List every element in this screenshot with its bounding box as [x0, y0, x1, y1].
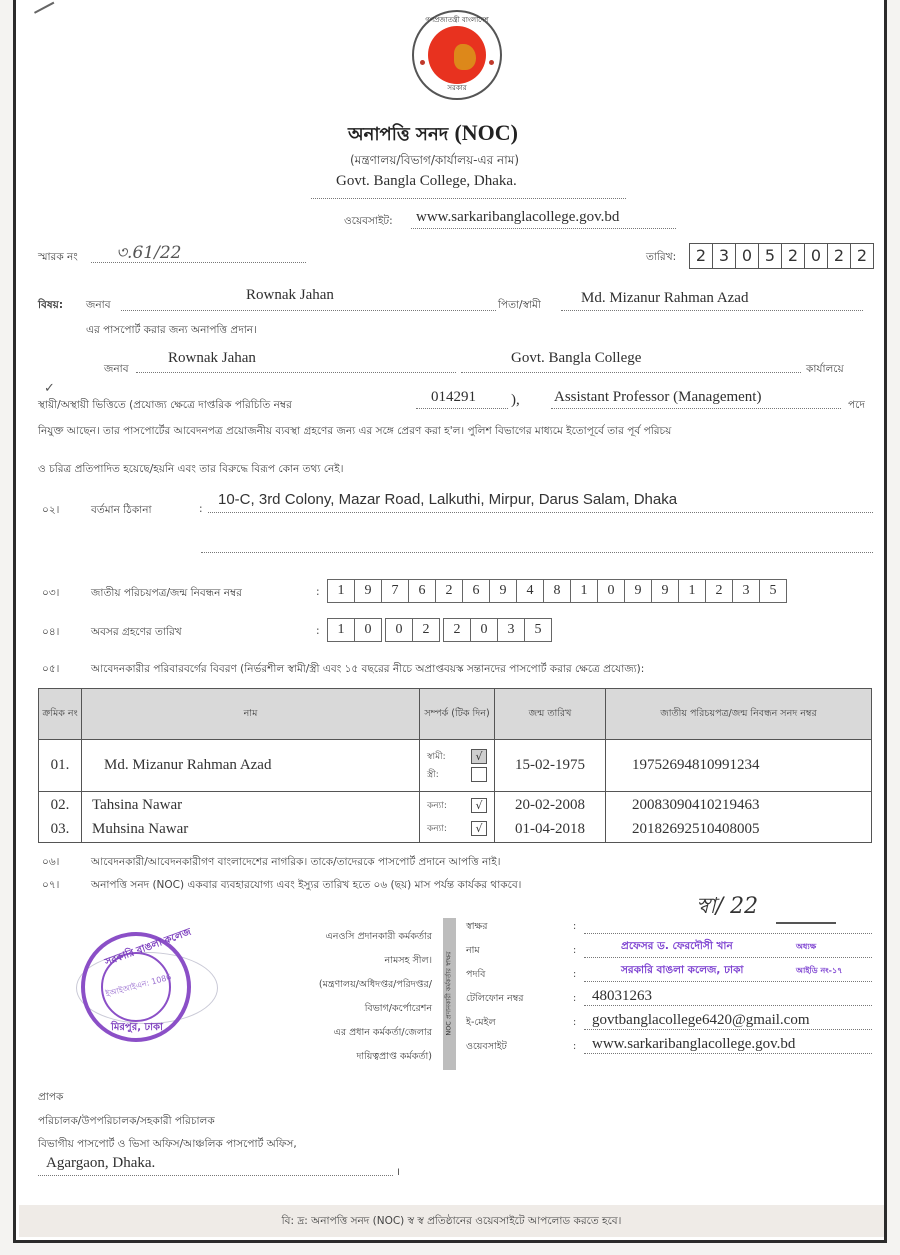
- subject-name: Rownak Jahan: [246, 287, 334, 303]
- email-underline: [584, 1029, 872, 1030]
- nid-digit: 7: [381, 579, 409, 603]
- nid-digit: 5: [759, 579, 787, 603]
- official-id-close: ),: [511, 392, 520, 408]
- nid-digit: 6: [462, 579, 490, 603]
- date-label: তারিখ:: [646, 251, 677, 263]
- row-name: Md. Mizanur Rahman Azad: [82, 740, 420, 792]
- officer-line: এনওসি প্রদানকারী কর্মকর্তার: [325, 931, 432, 942]
- college-seal-icon: [81, 926, 193, 1042]
- designation-underline: [551, 408, 841, 409]
- retirement-digit: 3: [497, 618, 525, 642]
- officer-description: [256, 925, 432, 1069]
- body-name-underline: [136, 372, 456, 373]
- relation-checkbox[interactable]: √: [471, 821, 487, 836]
- retirement-digit: 0: [385, 618, 413, 642]
- designation: Assistant Professor (Management): [554, 389, 762, 405]
- signature: স্বা/ 22: [696, 894, 759, 919]
- item-number: ০২।: [42, 504, 60, 516]
- retirement-colon: :: [316, 625, 320, 637]
- nid-digit-boxes: [328, 579, 787, 603]
- body-office-suffix: কার্যালয়ে: [806, 363, 844, 375]
- emblem-red-disc: [428, 26, 486, 84]
- nid-digit: 9: [489, 579, 517, 603]
- officer-line: (মন্ত্রণালয়/অধিদপ্তর/পরিদপ্তর/: [318, 979, 432, 990]
- website-underline: [411, 228, 676, 229]
- retirement-digit-boxes: [328, 618, 552, 642]
- item-number: ০৪।: [42, 626, 60, 638]
- footer-note: বি: দ্র: অনাপত্তি সনদ (NOC) স্ব স্ব প্রতিষ্ঠানের ওয়েবসাইটে আপলোড করতে হবে।: [281, 1215, 622, 1227]
- relation-checkbox[interactable]: √: [471, 798, 487, 813]
- field-label-name: নাম: [466, 945, 480, 956]
- seal-top-text: সরকারি বাঙলা কলেজ: [103, 926, 193, 969]
- noc-vertical-strip: [443, 918, 456, 1070]
- row-relation: [420, 740, 495, 792]
- recipient-end-mark: ।: [396, 1166, 400, 1178]
- officer-line: এর প্রধান কর্মকর্তা/জেলার: [333, 1027, 432, 1038]
- row-serial: 01.: [39, 740, 82, 792]
- col-relation: সম্পর্ক (টিক দিন): [420, 689, 495, 740]
- subject-name-prefix: জনাব: [86, 299, 111, 311]
- stamp-designation: অধ্যক্ষ: [796, 942, 817, 951]
- table-header-row: [39, 689, 872, 740]
- retirement-digit: 0: [354, 618, 382, 642]
- date-digit: 2: [828, 244, 851, 268]
- recipient-line2: বিভাগীয় পাসপোর্ট ও ভিসা অফিস/আঞ্চলিক পাসপোর্ট অফিস,: [38, 1138, 297, 1150]
- strip-text: NOC প্রদানকারী কর্মকর্তার স্বাক্ষর: [444, 951, 453, 1036]
- date-boxes: [689, 243, 874, 269]
- subject-name-underline: [121, 310, 496, 311]
- recipient-underline: [38, 1175, 393, 1176]
- retirement-digit: 0: [470, 618, 498, 642]
- nid-label: জাতীয় পরিচয়পত্র/জন্ম নিবন্ধন নম্বর: [91, 587, 242, 599]
- field-label-email: ই-মেইল: [466, 1017, 496, 1028]
- page-title: [348, 120, 518, 151]
- date-digit: 2: [690, 244, 713, 268]
- retirement-digit: 2: [412, 618, 440, 642]
- row-serial: [39, 792, 82, 843]
- header-website: www.sarkaribanglacollege.gov.bd: [416, 209, 620, 225]
- subject-label: বিষয়:: [38, 299, 64, 311]
- signature-underline: [584, 933, 872, 934]
- nid-digit: 2: [435, 579, 463, 603]
- nid-digit: 1: [327, 579, 355, 603]
- date-digit: 2: [856, 246, 868, 265]
- relation-checkbox[interactable]: [471, 767, 487, 782]
- name-value: Muhsina Nawar: [92, 821, 189, 837]
- field-label-designation: পদবি: [466, 969, 486, 980]
- relation-option: [421, 766, 493, 784]
- family-table: [38, 688, 872, 843]
- office-name-underline: [311, 198, 626, 199]
- designation-underline: [584, 981, 872, 982]
- item-number: ০৩।: [42, 587, 60, 599]
- nid-digit: 9: [651, 579, 679, 603]
- page-subtitle: (মন্ত্রণালয়/বিভাগ/কার্যালয়-এর নাম): [350, 153, 520, 167]
- recipient-label: প্রাপক: [38, 1091, 64, 1103]
- subject-purpose: এর পাসপোর্ট করার জন্য অনাপত্তি প্রদান।: [86, 324, 257, 336]
- table-row: [39, 792, 872, 843]
- dob-value: 20-02-2008: [515, 797, 585, 813]
- address-underline: [208, 512, 873, 513]
- memo-label: স্মারক নং: [38, 251, 78, 263]
- row-dob: 15-02-1975: [495, 740, 606, 792]
- official-id-underline: [416, 408, 508, 409]
- relation-option: [421, 748, 493, 766]
- relation-option: [421, 817, 493, 840]
- relation-label: কন্যা:: [427, 801, 447, 811]
- office-name: Govt. Bangla College, Dhaka.: [336, 173, 517, 189]
- retirement-digit: 5: [524, 618, 552, 642]
- officer-line: দায়িত্বপ্রাপ্ত কর্মকর্তা): [356, 1051, 432, 1062]
- field-label-telephone: টেলিফোন নম্বর: [466, 993, 524, 1004]
- title-noc: (NOC): [454, 120, 518, 145]
- body-line4: ও চরিত্র প্রতিপাদিত হয়েছে/হয়নি এবং তার বিরুদ্ধে বিরূপ কোন তথ্য নেই।: [38, 463, 344, 475]
- row-nid: [606, 792, 872, 843]
- website-label: ওয়েবসাইট:: [344, 215, 393, 227]
- name-value: Tahsina Nawar: [92, 797, 183, 813]
- designation-suffix: পদে: [848, 399, 865, 411]
- body-name-prefix: জনাব: [104, 363, 129, 375]
- emblem-map-shape: [454, 44, 476, 70]
- nid-digit: 1: [570, 579, 598, 603]
- field-label-website: ওয়েবসাইট: [466, 1041, 507, 1052]
- nid-digit: 3: [732, 579, 760, 603]
- memo-number: ৩.61/22: [116, 243, 182, 263]
- retirement-digit: 2: [443, 618, 471, 642]
- row-relation: [420, 792, 495, 843]
- father-spouse-underline: [561, 310, 863, 311]
- corner-mark: [34, 2, 54, 14]
- nid-digit: 8: [543, 579, 571, 603]
- government-emblem-icon: [412, 10, 502, 100]
- col-name: নাম: [82, 689, 420, 740]
- retirement-label: অবসর গ্রহণের তারিখ: [91, 626, 182, 638]
- relation-checkbox[interactable]: √: [471, 749, 487, 764]
- relation-label: স্ত্রী:: [427, 770, 439, 780]
- item-number: ০৭।: [42, 879, 60, 891]
- nid-value: 20083090410219463: [632, 797, 760, 813]
- body-line2: স্থায়ী/অস্থায়ী ভিত্তিতে (প্রযোজ্য ক্ষেত্রে দাপ্তরিক পরিচিতি নম্বর: [38, 399, 292, 411]
- nid-digit: 6: [408, 579, 436, 603]
- emblem-dot: [489, 60, 494, 65]
- nid-digit: 1: [678, 579, 706, 603]
- declaration-text: অনাপত্তি সনদ (NOC) একবার ব্যবহারযোগ্য এবং ইস্যুর তারিখ হতে ০৬ (ছয়) মাস পর্যন্ত কার্যকর থাকবে।: [91, 879, 522, 891]
- father-spouse-name: Md. Mizanur Rahman Azad: [581, 290, 749, 306]
- stamp-name: প্রফেসর ড. ফেরদৌসী খান: [621, 940, 733, 952]
- nid-value: 20182692510408005: [632, 821, 760, 837]
- website-underline: [584, 1053, 872, 1054]
- nid-digit: 2: [705, 579, 733, 603]
- date-digit: 5: [759, 244, 782, 268]
- declaration-text: আবেদনকারী/আবেদনকারীগণ বাংলাদেশের নাগরিক। তাকে/তাদেরকে পাসপোর্ট প্রদানে আপত্তি নাই।: [91, 856, 501, 868]
- relation-option: [421, 794, 493, 817]
- body-office-underline: [461, 372, 801, 373]
- col-nid: জাতীয় পরিচয়পত্র/জন্ম নিবন্ধন সনদ নম্বর: [606, 689, 872, 740]
- officer-field-colons: : : : : : :: [573, 921, 577, 1052]
- emblem-dot: [420, 60, 425, 65]
- row-name: [82, 792, 420, 843]
- col-serial: ক্রমিক নং: [39, 689, 82, 740]
- body-name: Rownak Jahan: [168, 350, 256, 366]
- field-label-signature: স্বাক্ষর: [466, 921, 488, 932]
- body-office: Govt. Bangla College: [511, 350, 642, 366]
- noc-document: [13, 0, 887, 1243]
- address-label: বর্তমান ঠিকানা: [91, 504, 152, 516]
- recipient-line1: পরিচালক/উপপরিচালক/সহকারী পরিচালক: [38, 1115, 215, 1127]
- stamp-institution: সরকারি বাঙলা কলেজ, ঢাকা: [621, 964, 744, 976]
- nid-digit: 9: [624, 579, 652, 603]
- body-line3: নিযুক্ত আছেন। তার পাসপোর্টের আবেদনপত্র প্রয়োজনীয় ব্যবস্থা গ্রহণের জন্য এর সঙ্গে প্রেরণ করা হ'ল। পুলিশ বিভাগের মাধ্যমে ইতোপূর্বে তার পূর্ব পরিচয়: [38, 425, 672, 437]
- nid-digit: 9: [354, 579, 382, 603]
- table-row: [39, 740, 872, 792]
- col-dob: জন্ম তারিখ: [495, 689, 606, 740]
- family-label: আবেদনকারীর পরিবারবর্গের বিবরণ (নির্ভরশীল স্বামী/স্ত্রী এবং ১৫ বছরের নীচে অপ্রাপ্তবয়স্ক সন্তানদের পাসপোর্ট করার ক্ষেত্রে প্রযোজ্য):: [91, 663, 645, 675]
- officer-line: বিভাগ/কর্পোরেশন: [364, 1003, 432, 1014]
- officer-field-labels: [466, 915, 524, 1059]
- nid-digit: 0: [597, 579, 625, 603]
- recipient-line3: Agargaon, Dhaka.: [46, 1155, 156, 1171]
- official-id: 014291: [431, 389, 476, 405]
- address-underline-2: [201, 552, 873, 553]
- emblem-ring-top: গণপ্রজাতন্ত্রী বাংলাদেশ: [425, 16, 489, 24]
- address-value: 10-C, 3rd Colony, Mazar Road, Lalkuthi, Mirpur, Darus Salam, Dhaka: [218, 491, 678, 508]
- relation-label: কন্যা:: [427, 824, 447, 834]
- footer-note-band: [19, 1205, 884, 1237]
- row-nid: 19752694810991234: [606, 740, 872, 792]
- seal-bottom-text: মিরপুর, ঢাকা: [111, 1022, 163, 1033]
- retirement-digit: 1: [327, 618, 355, 642]
- serial-value: 03.: [50, 821, 70, 837]
- father-spouse-label: পিতা/স্বামী: [498, 299, 541, 311]
- address-colon: :: [199, 503, 203, 515]
- serial-value: 02.: [50, 797, 70, 813]
- memo-underline: [91, 262, 306, 263]
- stamp-id: আইডি নং-১৭: [796, 966, 843, 975]
- telephone-underline: [584, 1005, 872, 1006]
- seal-center-text: ইআইআইএন: 1086: [104, 972, 173, 999]
- officer-line: নামসহ সীল।: [384, 955, 432, 966]
- date-digit: 2: [782, 244, 805, 268]
- emblem-ring-bottom: সরকার: [447, 84, 467, 92]
- date-digit: 0: [805, 244, 828, 268]
- nid-colon: :: [316, 586, 320, 598]
- item-number: ০৬।: [42, 856, 60, 868]
- dob-value: 01-04-2018: [515, 821, 585, 837]
- date-digit: 3: [713, 244, 736, 268]
- signature-stroke: [776, 922, 836, 924]
- nid-digit: 4: [516, 579, 544, 603]
- title-bengali: অনাপত্তি সনদ: [348, 124, 449, 145]
- row-dob: [495, 792, 606, 843]
- name-underline: [584, 957, 872, 958]
- telephone-value: 48031263: [592, 988, 652, 1004]
- item-number: ০৫।: [42, 663, 60, 675]
- email-value: govtbanglacollege6420@gmail.com: [592, 1012, 810, 1028]
- relation-label: স্বামী:: [427, 752, 446, 762]
- website-value: www.sarkaribanglacollege.gov.bd: [592, 1036, 796, 1052]
- date-digit: 0: [736, 244, 759, 268]
- tick-mark-icon: ✓: [44, 380, 55, 395]
